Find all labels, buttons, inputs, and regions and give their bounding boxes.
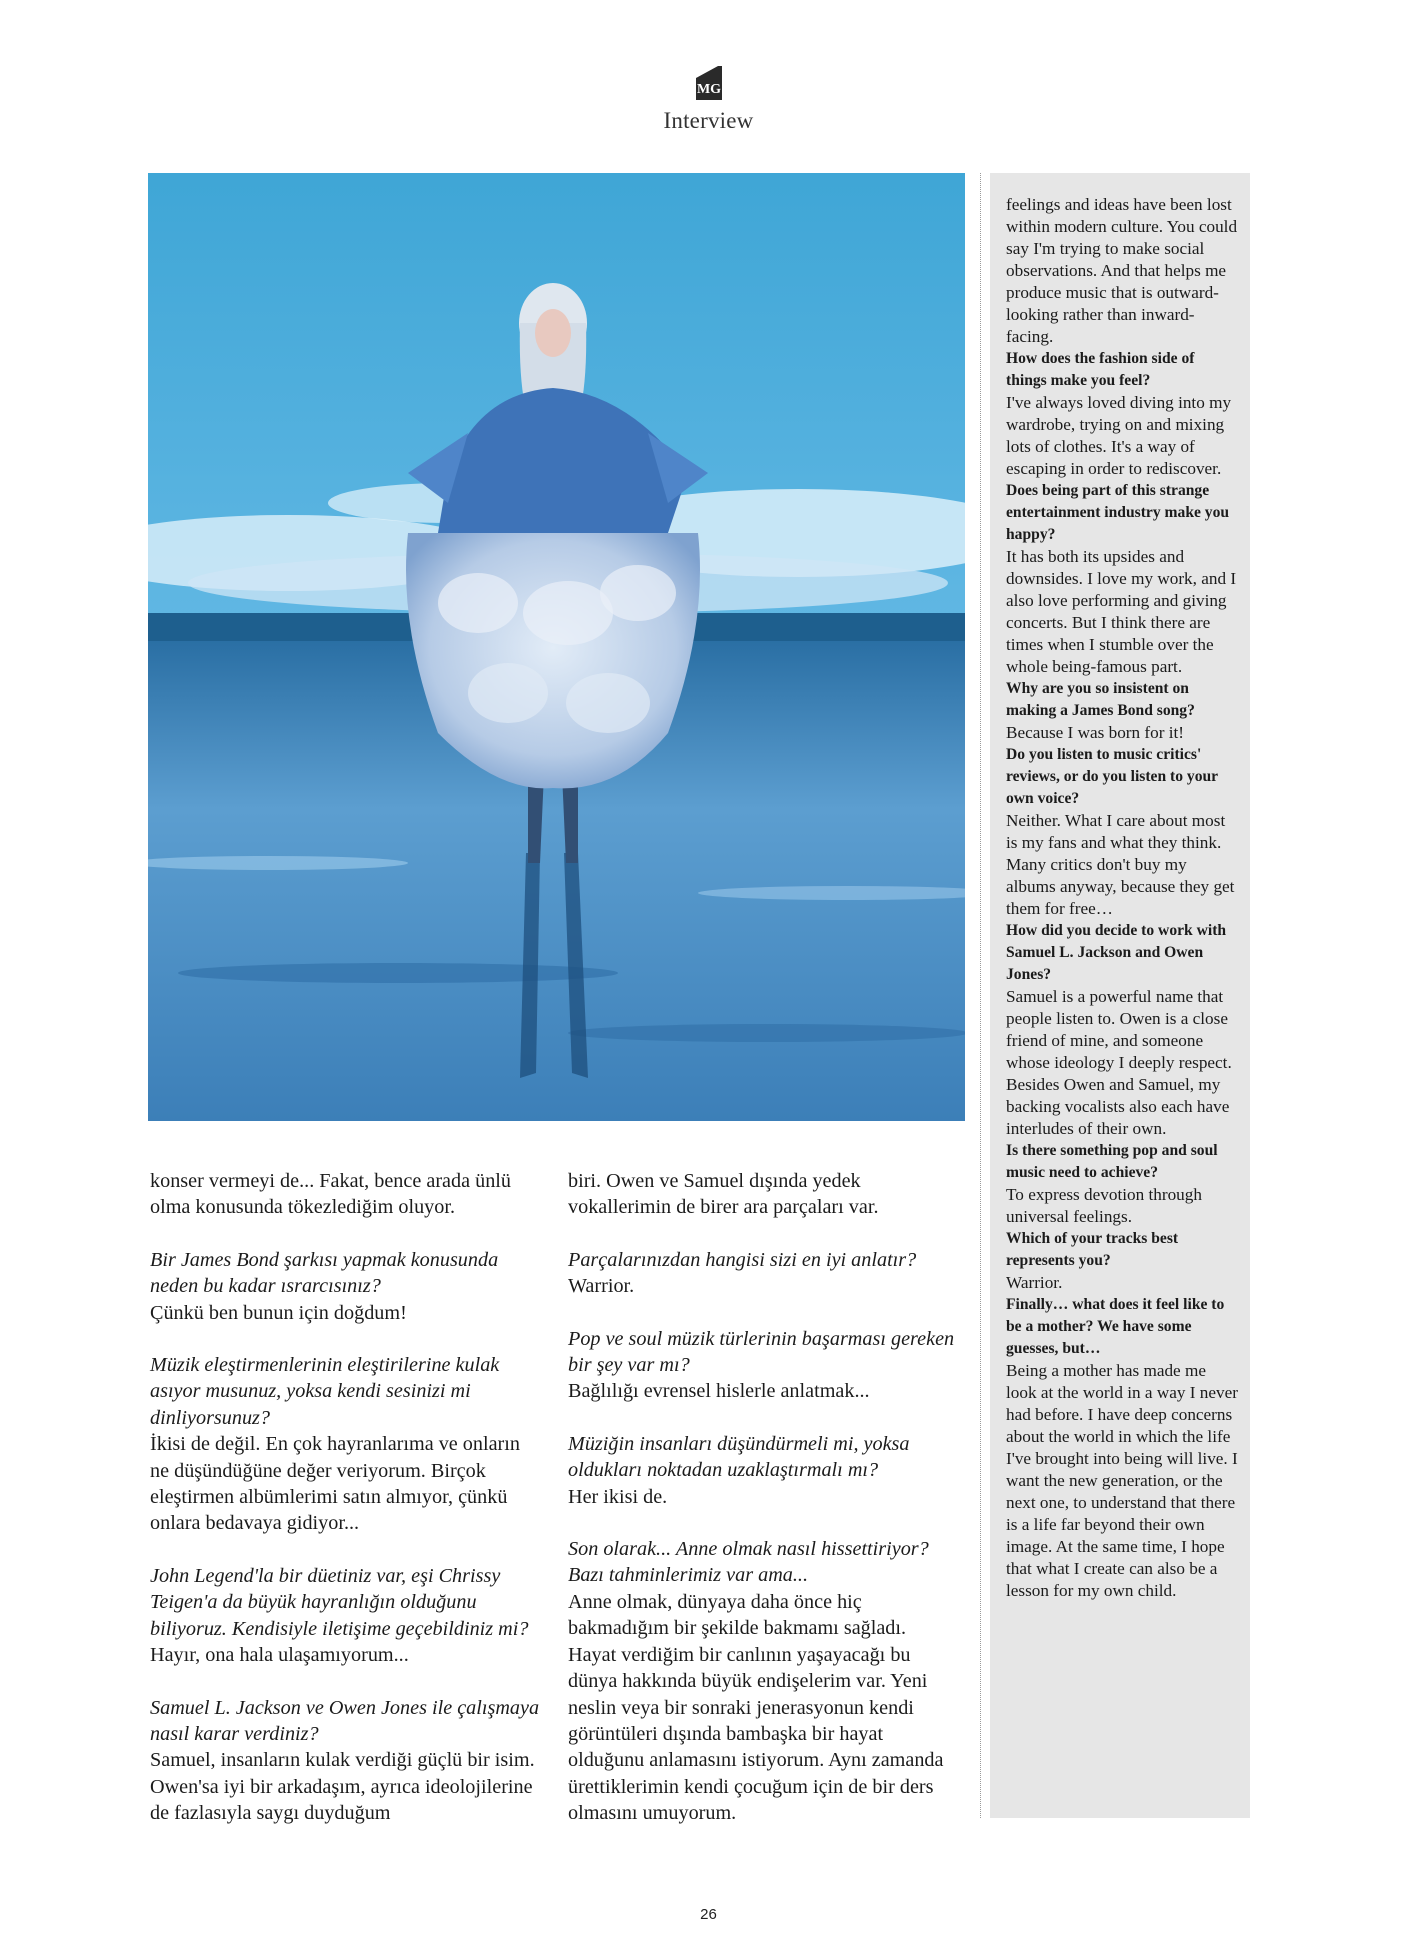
interview-answer: Neither. What I care about most is my fans and what they think. Many critics don't buy my albums anyway, because they get them for free… bbox=[1006, 811, 1235, 918]
interview-question: Müzik eleştirmenlerinin eleştirilerine kulak asıyor musunuz, yoksa kendi sesinizi mi dinliyorsunuz? bbox=[150, 1354, 500, 1429]
paragraph-gap bbox=[150, 1221, 540, 1247]
magazine-logo-icon bbox=[688, 62, 730, 104]
paragraph-gap bbox=[150, 1669, 540, 1695]
interview-answer: Samuel, insanların kulak verdiği güçlü bir isim. Owen'sa iyi bir arkadaşım, ayrıca ideolojilerine de fazlasıyla saygı duyduğum bbox=[150, 1749, 535, 1825]
logo-text: MG bbox=[696, 82, 721, 97]
interview-question: Bir James Bond şarkısı yapmak konusunda neden bu kadar ısrarcısınız? bbox=[150, 1248, 499, 1298]
interview-answer: Because I was born for it! bbox=[1006, 723, 1185, 742]
interview-answer: Being a mother has made me look at the world in a way I never had before. I have deep concerns about the world in which the life I've brought into being will live. I want the new generation, or the next one, to understand that there is a life far beyond their own image. At the same time, I hope that what I create can also be a lesson for my own child. bbox=[1006, 1361, 1238, 1600]
section-title: Interview bbox=[663, 108, 754, 133]
interview-question: Does being part of this strange entertainment industry make you happy? bbox=[1006, 482, 1230, 543]
interview-question: Samuel L. Jackson ve Owen Jones ile çalışmaya nasıl karar verdiniz? bbox=[150, 1696, 540, 1745]
interview-answer: It has both its upsides and downsides. I love my work, and I also love performing and giving concerts. But I think there are times when I stumble over the whole being-famous part. bbox=[1006, 547, 1237, 676]
page-header bbox=[0, 62, 1417, 134]
interview-answer: feelings and ideas have been lost within modern culture. You could say I'm trying to make social observations. And that helps me produce music that is outward-looking rather than inward-facing. bbox=[1006, 195, 1238, 346]
interview-answer: Çünkü ben bunun için doğdum! bbox=[150, 1301, 407, 1324]
interview-question: How did you decide to work with Samuel L. Jackson and Owen Jones? bbox=[1006, 922, 1227, 983]
interview-question: John Legend'la bir düetiniz var, eşi Chrissy Teigen'a da büyük hayranlığın olduğunu biliyoruz. Kendisiyle iletişime geçebildiniz mi? bbox=[150, 1564, 529, 1640]
interview-answer: Hayır, ona hala ulaşamıyorum... bbox=[150, 1644, 409, 1667]
interview-answer: Bağlılığı evrensel hislerle anlatmak... bbox=[568, 1380, 870, 1403]
interview-answer: I've always loved diving into my wardrobe, trying on and mixing lots of clothes. It's a way of escaping in order to rediscover. bbox=[1006, 393, 1232, 478]
interview-question: How does the fashion side of things make you feel? bbox=[1006, 350, 1195, 389]
interview-question: Why are you so insistent on making a James Bond song? bbox=[1006, 680, 1195, 719]
column-divider bbox=[980, 173, 981, 1818]
interview-answer: Samuel is a powerful name that people listen to. Owen is a close friend of mine, and someone whose ideology I deeply respect. Besides Owen and Samuel, my backing vocalists also each have interludes of their own. bbox=[1006, 987, 1232, 1138]
article-column-middle bbox=[568, 1168, 958, 1827]
interview-answer: Anne olmak, dünyaya daha önce hiç bakmadığım bir şekilde bakmamı sağladı. Hayat verdiğim bir canlının yaşayacağı bu dünya hakkında büyük endişelerim var. Yeni neslin veya bir sonraki jenerasyonun kendi görüntüleri dışında bambaşka bir hayat olduğunu anlamasını istiyorum. Aynı zamanda ürettiklerimin kendi çocuğum için de bir ders olmasını umuyorum. bbox=[568, 1590, 944, 1825]
english-sidebar bbox=[990, 173, 1250, 1818]
portrait-photo bbox=[148, 173, 965, 1121]
interview-answer: Warrior. bbox=[1006, 1273, 1063, 1292]
paragraph-gap bbox=[568, 1300, 958, 1326]
interview-answer: konser vermeyi de... Fakat, bence arada ünlü olma konusunda tökezlediğim oluyor. bbox=[150, 1170, 511, 1219]
paragraph-gap bbox=[150, 1537, 540, 1563]
interview-question: Son olarak... Anne olmak nasıl hissettiriyor? Bazı tahminlerimiz var ama... bbox=[568, 1538, 929, 1587]
paragraph-gap bbox=[568, 1510, 958, 1536]
article-column-left bbox=[150, 1168, 540, 1827]
page-number: 26 bbox=[700, 1906, 717, 1923]
interview-question: Parçalarınızdan hangisi sizi en iyi anlatır? bbox=[568, 1248, 917, 1271]
interview-answer: Her ikisi de. bbox=[568, 1485, 668, 1508]
interview-answer: To express devotion through universal feelings. bbox=[1006, 1185, 1202, 1226]
interview-question: Which of your tracks best represents you? bbox=[1006, 1230, 1179, 1269]
paragraph-gap bbox=[150, 1326, 540, 1352]
paragraph-gap bbox=[568, 1405, 958, 1431]
interview-question: Is there something pop and soul music need to achieve? bbox=[1006, 1142, 1218, 1181]
interview-answer: İkisi de değil. En çok hayranlarıma ve onların ne düşündüğüne değer veriyorum. Birçok eleştirmen albümlerimi satın almıyor, çünkü onlara bedavaya gidiyor... bbox=[150, 1433, 520, 1535]
interview-answer: Warrior. bbox=[568, 1275, 635, 1298]
interview-question: Pop ve soul müzik türlerinin başarması gereken bir şey var mı? bbox=[568, 1327, 955, 1377]
interview-answer: biri. Owen ve Samuel dışında yedek vokallerimin de birer ara parçaları var. bbox=[568, 1170, 879, 1219]
interview-question: Do you listen to music critics' reviews, or do you listen to your own voice? bbox=[1006, 746, 1218, 807]
interview-question: Müziğin insanları düşündürmeli mi, yoksa oldukları noktadan uzaklaştırmalı mı? bbox=[568, 1432, 910, 1482]
interview-question: Finally… what does it feel like to be a mother? We have some guesses, but… bbox=[1006, 1296, 1225, 1357]
paragraph-gap bbox=[568, 1221, 958, 1247]
